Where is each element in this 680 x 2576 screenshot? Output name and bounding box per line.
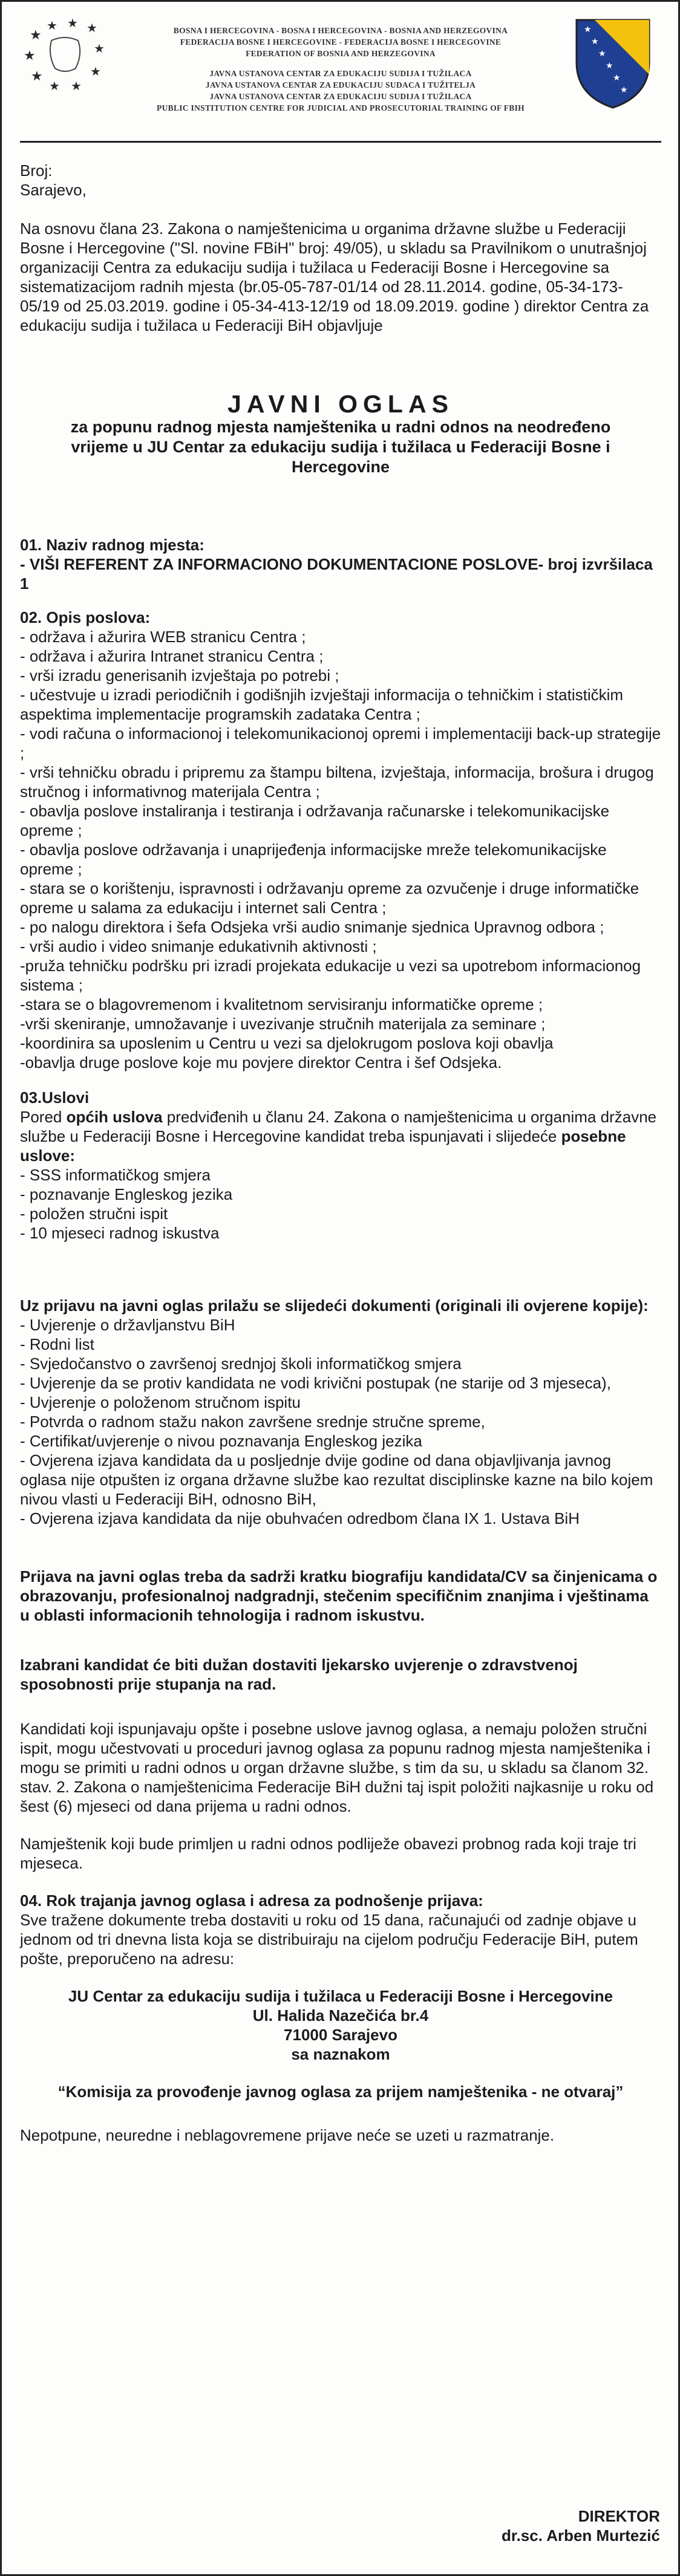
svg-text:★: ★ bbox=[620, 85, 628, 95]
ad-subtitle: za popunu radnog mjesta namještenika u radni odnos na neodređeno vrijeme u JU Centar za edukaciju sudija i tužilaca u Federaciji Bosne i Hercegovine bbox=[70, 418, 611, 476]
list-item: - SSS informatičkog smjera bbox=[20, 1166, 211, 1184]
svg-text:★: ★ bbox=[71, 79, 82, 93]
list-item: -obavlja druge poslove koje mu povjere direktor Centra i šef Odsjeka. bbox=[20, 1053, 502, 1072]
ad-body bbox=[20, 161, 661, 2145]
institution-line: FEDERACIJA BOSNE I HERCEGOVINE - FEDERACIJA BOSNE I HERCEGOVINE bbox=[180, 37, 502, 47]
general-conditions-label: općih uslova bbox=[66, 1108, 163, 1126]
list-item: - položen stručni ispit bbox=[20, 1205, 168, 1223]
list-item: -pruža tehničku podršku pri izradi projekata edukacije u vezi sa upotrebom informacionog sistema ; bbox=[20, 957, 641, 994]
svg-text:★: ★ bbox=[606, 61, 613, 71]
reference-block bbox=[20, 161, 661, 200]
section-heading: 03.Uslovi bbox=[20, 1088, 90, 1107]
list-item: -koordinira sa uposlenim u Centru u vezi sa djelokrugom poslova koji obavlja bbox=[20, 1034, 554, 1052]
list-item: - Uvjerenje o državljanstvu BiH bbox=[20, 1316, 235, 1334]
list-item: - Uvjerenje o položenom stručnom ispitu bbox=[20, 1393, 301, 1411]
svg-text:★: ★ bbox=[94, 41, 105, 56]
conditions-paragraph bbox=[20, 1107, 661, 1165]
list-item: - obavlja poslove instaliranja i testiranja i održavanja računarske i telekomunikacijske opreme ; bbox=[20, 802, 610, 839]
list-item: - Certifikat/uvjerenje o nivou poznavanja Engleskog jezika bbox=[20, 1432, 422, 1450]
svg-text:★: ★ bbox=[591, 37, 599, 47]
svg-text:★: ★ bbox=[24, 48, 36, 63]
list-item: -stara se o blagovremenom i kvalitetnom servisiranju informatičke opreme ; bbox=[20, 995, 543, 1013]
section-position-name bbox=[20, 535, 661, 593]
list-item: - Ovjerena izjava kandidata da u posljednje dvije godine od dana objavljivanja javnog oglasa nije otpušten iz organa državne službe kao rezultat disciplinske kazne na bilo kojem nivou vlasti u Federaciji BiH, odnosno BiH, bbox=[20, 1451, 653, 1508]
address-line: sa naznakom bbox=[291, 2045, 390, 2063]
section-heading: 01. Naziv radnog mjesta: bbox=[20, 536, 204, 554]
svg-text:★: ★ bbox=[87, 21, 97, 35]
list-item: - vrši audio i video snimanje edukativnih aktivnosti ; bbox=[20, 937, 377, 955]
institution-line: JAVNA USTANOVA CENTAR ZA EDUKACIJU SUDACA I TUŽITELJA bbox=[205, 80, 476, 89]
address-line: Ul. Halida Nazečića br.4 bbox=[252, 2006, 429, 2025]
list-item: - Svjedočanstvo o završenoj srednjoj školi informatičkog smjera bbox=[20, 1355, 462, 1373]
section-documents bbox=[20, 1296, 661, 1528]
list-item: - obavlja poslove održavanja i unaprijeđenja informacijske mreže telekomunikacijske opreme ; bbox=[20, 841, 607, 878]
list-item: - stara se o korištenju, ispravnosti i održavanju opreme za ozvučenje i druge informatičke opreme u salama za edukaciju i internet sali Centra ; bbox=[20, 879, 639, 917]
svg-text:★: ★ bbox=[613, 73, 621, 83]
place-label: Sarajevo, bbox=[20, 181, 87, 199]
svg-text:★: ★ bbox=[67, 16, 78, 30]
section-deadline-address bbox=[20, 1891, 661, 1968]
conditions-list bbox=[20, 1165, 661, 1243]
svg-text:★: ★ bbox=[30, 28, 42, 43]
conditions-colon: : bbox=[70, 1147, 76, 1165]
svg-text:★: ★ bbox=[49, 79, 60, 93]
list-item: - 10 mjeseci radnog iskustva bbox=[20, 1224, 220, 1242]
special-conditions-label: posebne uslove bbox=[20, 1127, 626, 1165]
signature-block bbox=[502, 2506, 660, 2545]
institution-line: FEDERATION OF BOSNIA AND HERZEGOVINA bbox=[246, 49, 436, 58]
probation-note: Namještenik koji bude primljen u radni odnos podliježe obavezi probnog rada koji traje tri mjeseca. bbox=[20, 1835, 636, 1872]
application-note: Prijava na javni oglas treba da sadrži kratku biografiju kandidata/CV sa činjenicama o obrazovanju, profesionalnoj nadgradnji, stečenim specifičnim znanjima i vještinama u oblasti informacionih tehnologija i radnom iskustvu. bbox=[20, 1567, 658, 1624]
signatory-role: DIREKTOR bbox=[578, 2507, 660, 2525]
list-item: - održava i ažurira Intranet stranicu Centra ; bbox=[20, 647, 324, 665]
section-heading: Uz prijavu na javni oglas prilažu se slijedeći dokumenti (originali ili ovjerene kopije): bbox=[20, 1296, 649, 1315]
section-job-description bbox=[20, 608, 661, 1072]
list-item: - Potvrda o radnom stažu nakon završene srednje stručne spreme, bbox=[20, 1413, 485, 1431]
list-item: - Rodni list bbox=[20, 1335, 94, 1353]
list-item: - vrši izradu generisanih izvještaja po potrebi ; bbox=[20, 666, 339, 685]
address-line: 71000 Sarajevo bbox=[284, 2026, 397, 2044]
reference-number-label: Broj: bbox=[20, 161, 53, 180]
list-item: -vrši skeniranje, umnožavanje i uvezivanje stručnih materijala za seminare ; bbox=[20, 1015, 546, 1033]
position-title: - VIŠI REFERENT ZA INFORMACIONO DOKUMENTACIONE POSLOVE- broj izvršilaca 1 bbox=[20, 555, 653, 593]
institution-line: BOSNA I HERCEGOVINA - BOSNA I HERCEGOVINA - BOSNIA AND HERZEGOVINA bbox=[173, 26, 508, 35]
list-item: - po nalogu direktora i šefa Odsjeka vrši audio snimanje sjednica Upravnog odbora ; bbox=[20, 918, 604, 936]
address-line: JU Centar za edukaciju sudija i tužilaca u Federaciji Bosne i Hercegovine bbox=[68, 1987, 613, 2005]
incomplete-applications-note: Nepotpune, neuredne i neblagovremene prijave neće se uzeti u razmatranje. bbox=[20, 2126, 555, 2144]
svg-text:★: ★ bbox=[47, 18, 57, 33]
section-heading: 02. Opis poslova: bbox=[20, 608, 151, 626]
institution-line: JAVNA USTANOVA CENTAR ZA EDUKACIJU SUDIJA I TUŽILACA bbox=[209, 92, 472, 101]
svg-text:★: ★ bbox=[90, 64, 101, 79]
section-conditions bbox=[20, 1088, 661, 1243]
list-item: - vrši tehničku obradu i pripremu za štampu biltena, izvještaja, informacija, brošura i drugog stručnog i informativnog materijala Centra ; bbox=[20, 763, 654, 801]
svg-text:★: ★ bbox=[598, 49, 606, 59]
deadline-paragraph: Sve tražene dokumente treba dostaviti u roku od 15 dana, računajući od zadnje objave u jednom od tri dnevna lista koja se distribuiraju na cijelom području Federacije BiH, putem pošte, preporučeno na adresu: bbox=[20, 1911, 638, 1968]
list-item: - vodi računa o informacionoj i telekomunikacionoj opremi i implementaciji back-up strategije ; bbox=[20, 724, 661, 762]
list-item: - održava i ažurira WEB stranicu Centra ; bbox=[20, 628, 306, 646]
svg-text:★: ★ bbox=[31, 69, 43, 84]
signatory-name: dr.sc. Arben Murtezić bbox=[502, 2526, 660, 2545]
list-item: - poznavanje Engleskog jezika bbox=[20, 1185, 233, 1203]
intro-paragraph: Na osnovu člana 23. Zakona o namještenicima u organima državne službe u Federaciji Bosne i Hercegovine ("Sl. novine FBiH" broj: 49/05), u skladu sa Pravilnikom o unutrašnjoj organizaciji Centra za edukaciju sudija i tužilaca u Federaciji Bosne i Hercegovine sa sistematizacijom radnih mjesta (br.05-05-787-01/14 od 28.11.2014. godine, 05-34-173-05/19 od 25.03.2019. godine i 05-34-413-12/19 od 18.09.2019. godine ) direktor Centra za edukaciju sudija i tužilaca u Federaciji BiH objavljuje bbox=[20, 220, 649, 334]
eligibility-note: Kandidati koji ispunjavaju opšte i posebne uslove javnog oglasa, a nemaju položen stručni ispit, mogu učestvovati u proceduri javnog oglasa za popunu radnog mjesta namještenika i mogu se primiti u radni odnos u organ državne službe, s tim da su, u skladu sa članom 32. stav. 2. Zakona o namještenicima Federacije BiH dužni taj ispit položiti najkasnije u roku od šest (6) mjeseci od dana prijema u radni odnos. bbox=[20, 1720, 654, 1815]
duties-list bbox=[20, 627, 661, 1072]
institution-line: JAVNA USTANOVA CENTAR ZA EDUKACIJU SUDIJA I TUŽILACA bbox=[209, 69, 472, 78]
section-heading: 04. Rok trajanja javnog oglasa i adresa za podnošenje prijava: bbox=[20, 1891, 483, 1910]
conditions-text: Pored bbox=[20, 1108, 67, 1126]
postal-address bbox=[20, 1986, 661, 2064]
letterhead bbox=[20, 2, 661, 143]
envelope-marking: “Komisija za provođenje javnog oglasa za prijem namještenika - ne otvaraj” bbox=[57, 2083, 624, 2101]
medical-note: Izabrani kandidat će biti dužan dostaviti ljekarsko uvjerenje o zdravstvenoj sposobnosti prije stupanja na rad. bbox=[20, 1656, 578, 1693]
coat-of-arms-icon bbox=[570, 14, 655, 111]
ad-title: JAVNI OGLAS bbox=[227, 390, 454, 418]
institution-line: PUBLIC INSTITUTION CENTRE FOR JUDICIAL AND PROSECUTORIAL TRAINING OF FBIH bbox=[157, 103, 525, 112]
institution-name-block bbox=[123, 25, 558, 114]
list-item: - učestvuje u izradi periodičnih i godišnjih izvještaji informacija o tehničkim i statističkim aspektima implementacije programskih zadataka Centra ; bbox=[20, 686, 624, 723]
list-item: - Uvjerenje da se protiv kandidata ne vodi krivični postupak (ne starije od 3 mjeseca), bbox=[20, 1374, 611, 1392]
eu-stars-logo bbox=[22, 16, 113, 95]
list-item: - Ovjerena izjava kandidata da nije obuhvaćen odredbom člana IX 1. Ustava BiH bbox=[20, 1509, 580, 1527]
conditions-text: predviđenih u članu 24. Zakona o namještenicima u organima državne službe u Federaciji Bosne i Hercegovine kandidat treba ispunjavati i slijedeće bbox=[20, 1108, 657, 1145]
documents-list bbox=[20, 1315, 661, 1528]
svg-text:★: ★ bbox=[584, 25, 592, 34]
